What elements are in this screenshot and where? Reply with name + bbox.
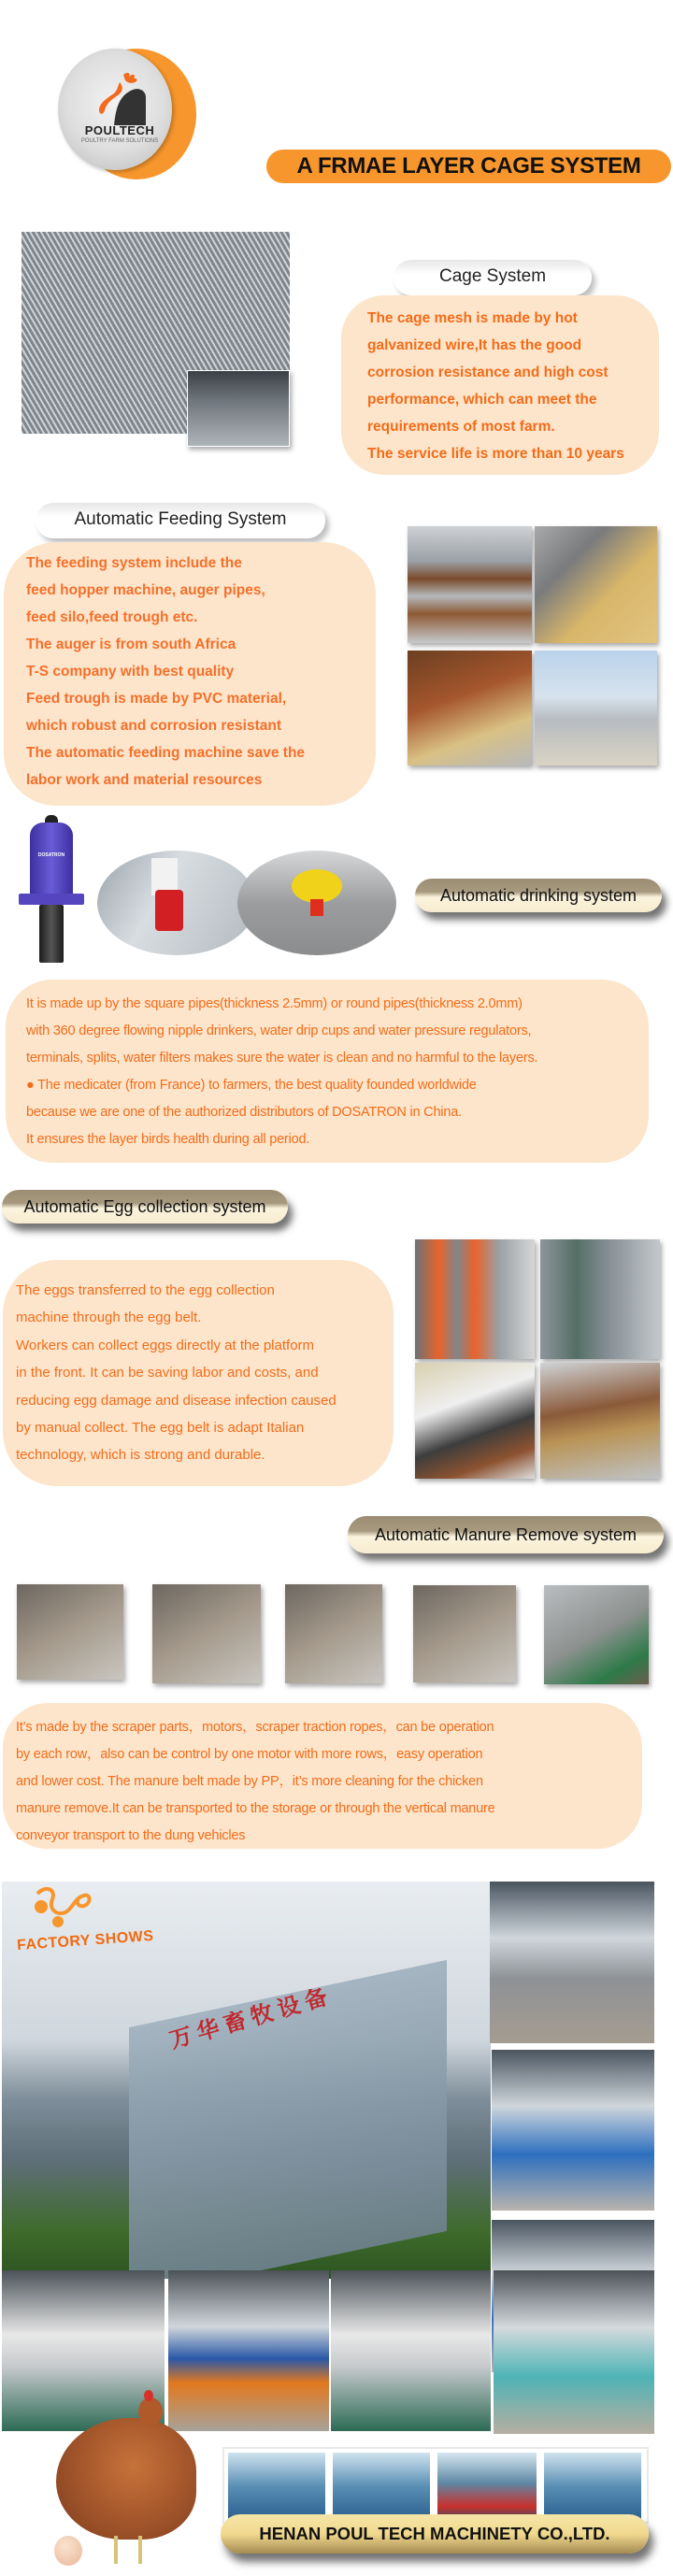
- cage-text-line: galvanized wire,It has the good: [367, 337, 582, 353]
- feed-trough-photo: [535, 526, 657, 643]
- manure-text-line: by each row，also can be control by one motor with more rows，easy operation: [16, 1747, 483, 1762]
- egg-icon: [54, 2536, 82, 2566]
- forklift-photo: [437, 2453, 537, 2520]
- company-logo: [54, 45, 204, 185]
- manure-description-bubble: [3, 1703, 642, 1849]
- section-heading-cage: Cage System: [394, 260, 592, 295]
- section-heading-egg-collection: Automatic Egg collection system: [2, 1190, 288, 1224]
- dosatron-label: DOSATRON: [37, 852, 65, 858]
- cage-text-line: requirements of most farm.: [367, 419, 555, 435]
- feeding-text-line: T-S company with best quality: [26, 664, 235, 680]
- rooster-icon: [95, 69, 148, 127]
- scraper-photo: [17, 1584, 123, 1680]
- feeding-description-bubble: [4, 542, 376, 806]
- cage-text-line: performance, which can meet the: [367, 392, 597, 408]
- feeding-trolley-photo: [408, 526, 532, 643]
- egg-text-line: The eggs transferred to the egg collection: [16, 1282, 275, 1298]
- feeding-text-line: feed hopper machine, auger pipes,: [26, 582, 265, 598]
- workshop-2-photo: [492, 2050, 654, 2211]
- feeding-text-line: Feed trough is made by PVC material,: [26, 691, 287, 707]
- logo-brand-text: POULTECH: [84, 123, 155, 137]
- logo-silver-disc: [58, 49, 172, 170]
- motor-winch-photo: [152, 1584, 261, 1683]
- manure-pit-photo: [413, 1585, 516, 1682]
- egg-collector-orange-photo: [415, 1239, 535, 1359]
- hen-with-egg-photo: [49, 2396, 198, 2564]
- manure-belt-cage-photo: [285, 1584, 382, 1683]
- feeding-text-line: The automatic feeding machine save the: [26, 745, 306, 761]
- cage-text-line: corrosion resistance and high cost: [367, 365, 609, 380]
- feeding-text-line: which robust and corrosion resistant: [26, 718, 282, 734]
- drinking-text-line: It is made up by the square pipes(thickness 2.5mm) or round pipes(thickness 2.0mm): [26, 996, 523, 1011]
- egg-text-line: by manual collect. The egg belt is adapt Italian: [16, 1420, 305, 1437]
- egg-text-line: technology, which is strong and durable.: [16, 1447, 265, 1464]
- cage-assembly-photo: [331, 2270, 491, 2431]
- dosatron-medicator-photo: [19, 815, 86, 965]
- feed-silos-photo: [535, 651, 657, 766]
- hens-eating-photo: [408, 651, 532, 766]
- egg-description-bubble: [3, 1260, 394, 1486]
- section-heading-feeding: Automatic Feeding System: [36, 503, 325, 538]
- drinking-text-line: terminals, splits, water filters makes sure the water is clean and no harmful to the layers.: [26, 1051, 538, 1066]
- drinking-text-line: ● The medicater (from France) to farmers, the best quality founded worldwide: [26, 1078, 477, 1093]
- nipple-drinker-photo: [97, 851, 256, 955]
- workshop-photo-strip: [222, 2447, 649, 2524]
- logo-tagline: POULTRY FARM SOLUTIONS: [80, 138, 159, 144]
- section-heading-drinking: Automatic drinking system: [415, 879, 662, 912]
- manure-text-line: manure remove.It can be transported to the storage or through the vertical manure: [16, 1801, 495, 1816]
- workshop-1-photo: [490, 1882, 654, 2043]
- cage-text-line: The cage mesh is made by hot: [367, 310, 578, 326]
- egg-text-line: machine through the egg belt.: [16, 1309, 202, 1326]
- cage-row-photo: [540, 1363, 660, 1479]
- production-line-photo: [333, 2453, 430, 2520]
- cage-description-bubble: [341, 295, 659, 475]
- drinking-text-line: because we are one of the authorized distributors of DOSATRON in China.: [26, 1105, 462, 1120]
- feeding-text-line: The auger is from south Africa: [26, 637, 236, 652]
- factory-shows-label: FACTORY SHOWS: [16, 1927, 155, 1954]
- section-heading-manure: Automatic Manure Remove system: [348, 1516, 664, 1553]
- manure-text-line: conveyor transport to the dung vehicles: [16, 1828, 246, 1843]
- feeding-text-line: feed silo,feed trough etc.: [26, 609, 198, 625]
- company-name-banner: HENAN POUL TECH MACHINETY CO.,LTD.: [221, 2514, 649, 2554]
- egg-collector-frame-photo: [540, 1239, 660, 1359]
- team-meeting-photo: [228, 2453, 325, 2520]
- feeding-text-line: labor work and material resources: [26, 772, 263, 788]
- cage-mesh-inset-photo: [187, 370, 290, 447]
- manure-text-line: It’s made by the scraper parts，motors，scraper traction ropes，can be operation: [16, 1720, 494, 1735]
- orange-flourish-icon: [28, 1884, 93, 1931]
- operator-photo: [544, 2453, 641, 2520]
- drinking-description-bubble: [6, 980, 649, 1163]
- egg-belt-photo: [415, 1363, 535, 1479]
- feeding-text-line: The feeding system include the: [26, 555, 242, 571]
- drinking-text-line: It ensures the layer birds health during all period.: [26, 1132, 310, 1147]
- egg-text-line: in the front. It can be saving labor and costs, and: [16, 1365, 319, 1381]
- welding-machines-photo: [494, 2270, 654, 2434]
- cage-text-line: The service life is more than 10 years: [367, 446, 624, 462]
- drinking-text-line: with 360 degree flowing nipple drinkers, water drip cups and water pressure regulators,: [26, 1023, 532, 1038]
- pressure-regulator-photo: [237, 851, 396, 955]
- factory-building-sign: 万华畜牧设备: [166, 1982, 336, 2054]
- egg-text-line: Workers can collect eggs directly at the platform: [16, 1337, 315, 1353]
- egg-text-line: reducing egg damage and disease infection caused: [16, 1392, 336, 1409]
- manure-text-line: and lower cost. The manure belt made by PP，it’s more cleaning for the chicken: [16, 1774, 483, 1789]
- page-title: A FRMAE LAYER CAGE SYSTEM: [266, 150, 671, 183]
- vertical-conveyor-photo: [544, 1585, 649, 1684]
